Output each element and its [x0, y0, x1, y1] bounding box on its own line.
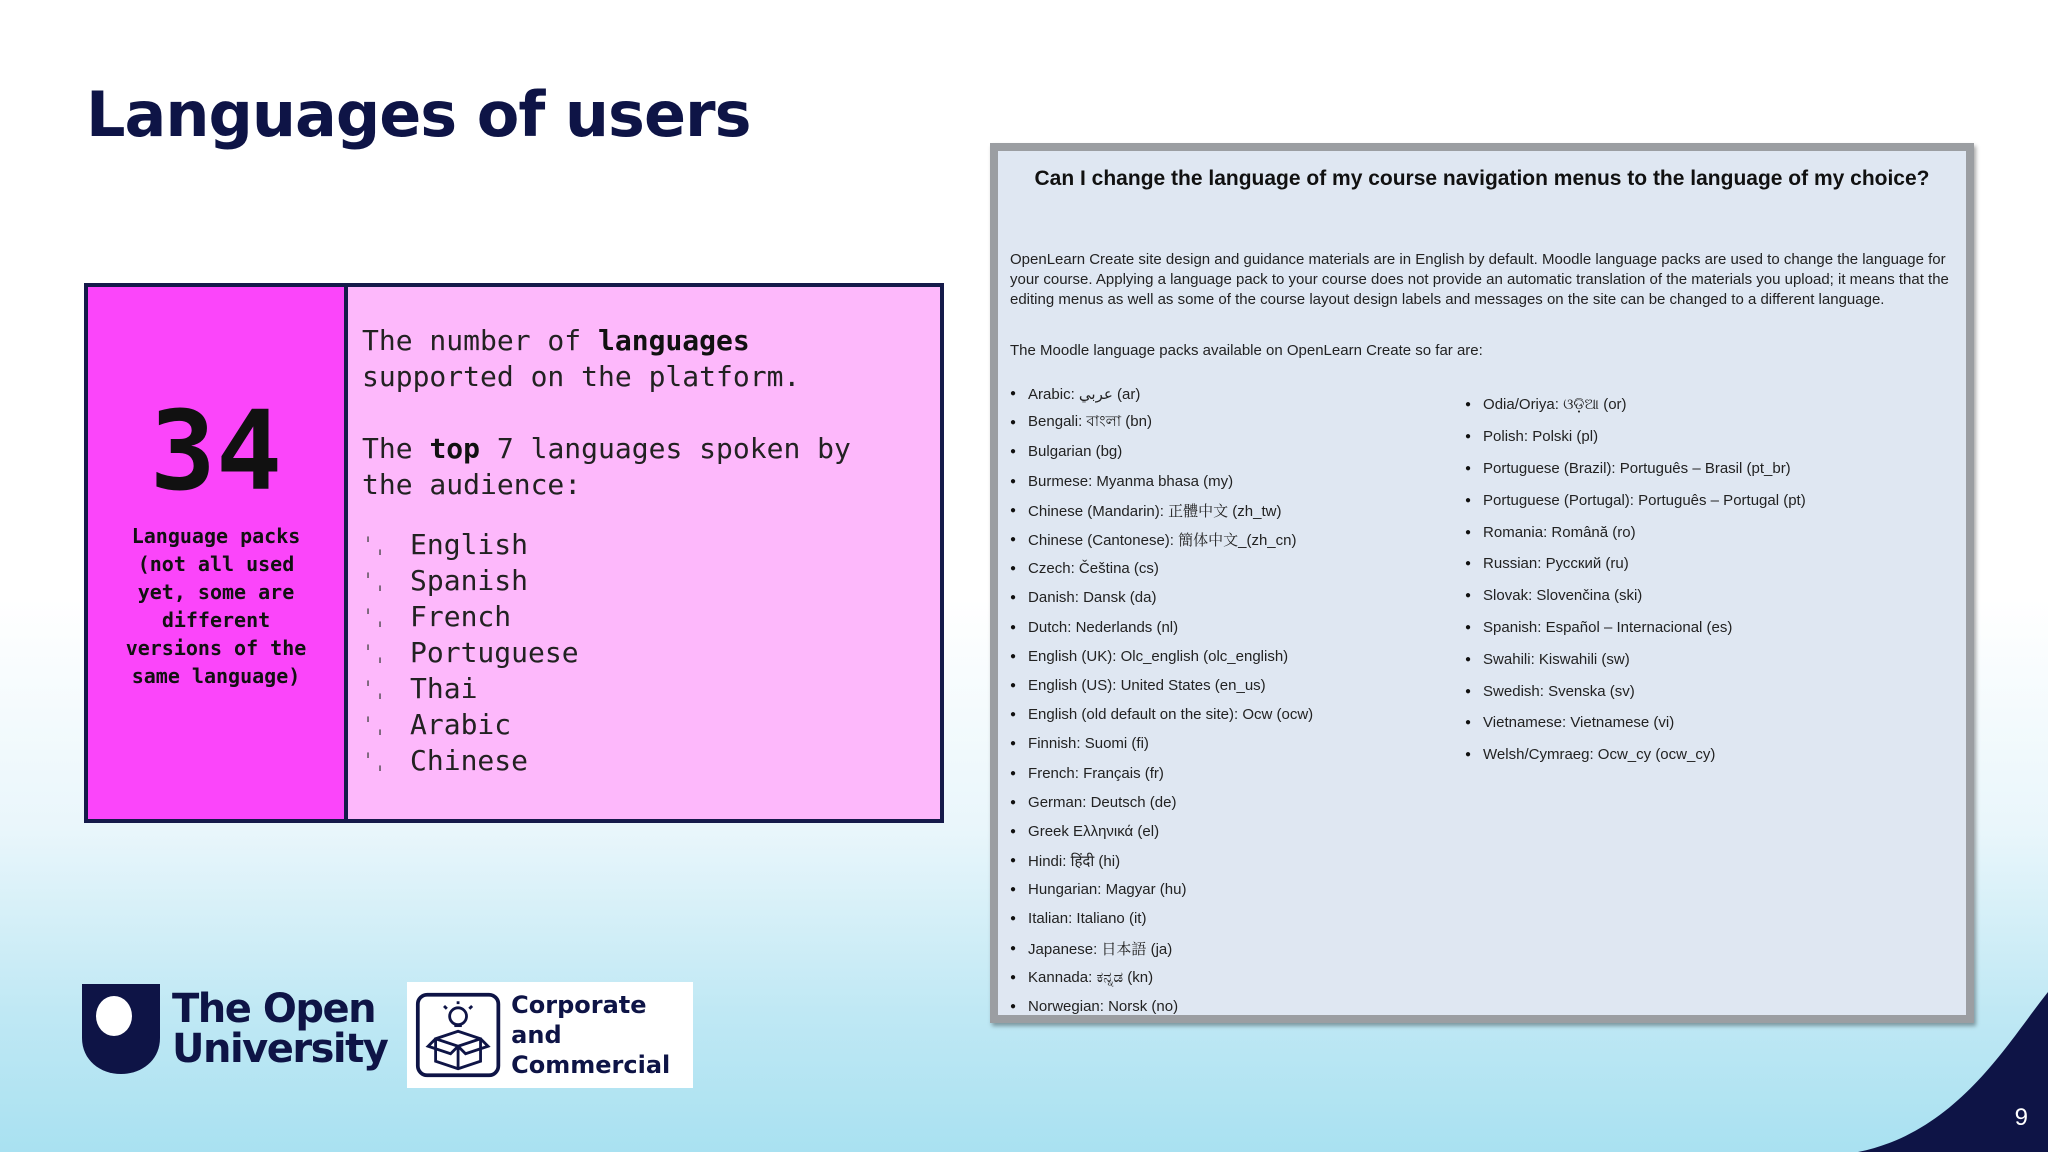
bold-text: languages — [598, 324, 750, 357]
list-item: ● Hindi: हिंदी (hi) — [1010, 846, 1313, 875]
list-item: ● Bengali: বাংলা (bn) — [1010, 408, 1313, 437]
list-item: ● Czech: Čeština (cs) — [1010, 554, 1313, 583]
list-item — [362, 527, 926, 563]
list-item — [362, 635, 926, 671]
language-name: Thai — [410, 672, 478, 705]
bullet-icon: ˈˌ — [362, 641, 387, 665]
cc-wordmark — [511, 990, 693, 1080]
list-item: ● English (US): United States (en_us) — [1010, 671, 1313, 700]
ou-shield-icon — [80, 982, 162, 1076]
list-item: ● Japanese: 日本語 (ja) — [1010, 934, 1313, 963]
list-item: ● Spanish: Español – Internacional (es) — [1465, 612, 1806, 644]
page-number: 9 — [2014, 1104, 2028, 1131]
faq-paragraph: OpenLearn Create site design and guidance materials are in English by default. Moodle language packs are used to change the language for your course. Applying a language pack to your course does not provide an automatic translation of the materials you upload; it means that the editing menus as well as some of the course layout design labels and messages on the site can be changed to a different language. — [1010, 251, 1949, 308]
list-item: ● Vietnamese: Vietnamese (vi) — [1465, 707, 1806, 739]
list-item: ● Finnish: Suomi (fi) — [1010, 729, 1313, 758]
bullet-icon: ˈˌ — [362, 713, 387, 737]
list-item: ● German: Deutsch (de) — [1010, 788, 1313, 817]
ou-wordmark — [172, 986, 388, 1072]
language-name: English — [410, 528, 529, 561]
list-item: ● Chinese (Mandarin): 正體中文 (zh_tw) — [1010, 496, 1313, 525]
stat-description — [348, 287, 940, 819]
text-run: 7 languages spoken by — [480, 432, 851, 465]
list-item — [362, 671, 926, 707]
list-item — [362, 707, 926, 743]
language-name: French — [410, 600, 512, 633]
list-item: ● Swedish: Svenska (sv) — [1465, 675, 1806, 707]
list-item: ● Norwegian: Norsk (no) — [1010, 992, 1313, 1021]
language-name: Portuguese — [410, 636, 579, 669]
list-item: ● Odia/Oriya: ଓଡ଼ିଆ (or) — [1465, 389, 1806, 421]
list-item: ● English (old default on the site): Ocw (ocw) — [1010, 700, 1313, 729]
cc-wordmark-line: Commercial — [511, 1051, 671, 1079]
list-item: ● Burmese: Myanma bhasa (my) — [1010, 467, 1313, 496]
list-item: ● Dutch: Nederlands (nl) — [1010, 613, 1313, 642]
open-university-logo — [80, 982, 387, 1076]
faq-intro: The Moodle language packs available on OpenLearn Create so far are: — [1010, 342, 1483, 359]
language-name: Spanish — [410, 564, 529, 597]
bullet-icon: ˈˌ — [362, 533, 387, 557]
caption-line: versions of the — [125, 636, 307, 660]
list-item: ● Danish: Dansk (da) — [1010, 583, 1313, 612]
caption-line: yet, some are — [137, 580, 295, 604]
list-item: ● Portuguese (Brazil): Português – Brasil (pt_br) — [1465, 453, 1806, 485]
bullet-icon: ˈˌ — [362, 569, 387, 593]
top-languages-text — [362, 431, 926, 503]
list-item: ● Romania: Română (ro) — [1465, 516, 1806, 548]
list-item: ● English (UK): Olc_english (olc_english) — [1010, 642, 1313, 671]
top-languages-list — [362, 527, 926, 779]
lightbulb-box-icon — [415, 989, 501, 1081]
language-stat-card — [84, 283, 944, 823]
caption-line: different — [161, 608, 271, 632]
languages-supported-text — [362, 323, 926, 395]
list-item: ● Bulgarian (bg) — [1010, 437, 1313, 466]
caption-line: (not all used — [137, 552, 295, 576]
bullet-icon: ˈˌ — [362, 677, 387, 701]
faq-question: Can I change the language of my course navigation menus to the language of my choice? — [1034, 167, 1930, 190]
list-item: ● Greek Ελληνικά (el) — [1010, 817, 1313, 846]
text-run: the audience: — [362, 468, 582, 501]
list-item: ● Swahili: Kiswahili (sw) — [1465, 643, 1806, 675]
list-item: ● Italian: Italiano (it) — [1010, 904, 1313, 933]
language-pack-list-left — [1010, 379, 1313, 1021]
list-item — [362, 743, 926, 779]
list-item: ● Chinese (Cantonese): 簡体中文_(zh_cn) — [1010, 525, 1313, 554]
language-name: Chinese — [410, 744, 529, 777]
language-pack-list-right — [1465, 389, 1806, 771]
caption-line: same language) — [131, 664, 301, 688]
text-run: supported on the platform. — [362, 360, 801, 393]
list-item: ● Hungarian: Magyar (hu) — [1010, 875, 1313, 904]
stat-caption — [126, 522, 307, 690]
faq-screenshot-panel — [990, 143, 1974, 1023]
bullet-icon: ˈˌ — [362, 605, 387, 629]
list-item: ● Slovak: Slovenčina (ski) — [1465, 580, 1806, 612]
ou-wordmark-line: The Open — [172, 986, 376, 1032]
corporate-commercial-logo — [407, 982, 693, 1088]
list-item: ● Portuguese (Portugal): Português – Portugal (pt) — [1465, 484, 1806, 516]
list-item — [362, 563, 926, 599]
text-run: The number of — [362, 324, 599, 357]
ou-wordmark-line: University — [172, 1026, 388, 1072]
list-item — [362, 599, 926, 635]
list-item: ● Russian: Русский (ru) — [1465, 548, 1806, 580]
language-pack-count: 34 — [149, 387, 283, 515]
list-item: ● Kannada: ಕನ್ನಡ (kn) — [1010, 963, 1313, 992]
stat-highlight-panel — [88, 287, 348, 819]
bullet-icon: ˈˌ — [362, 749, 387, 773]
caption-line: Language packs — [131, 524, 301, 548]
cc-wordmark-line: Corporate and — [511, 991, 647, 1049]
language-name: Arabic — [410, 708, 512, 741]
list-item: ● Arabic: عربي (ar) — [1010, 379, 1313, 408]
slide-title: Languages of users — [86, 78, 751, 151]
text-run: The — [362, 432, 430, 465]
list-item: ● French: Français (fr) — [1010, 758, 1313, 787]
list-item: ● Polish: Polski (pl) — [1465, 421, 1806, 453]
list-item: ● Welsh/Cymraeg: Ocw_cy (ocw_cy) — [1465, 739, 1806, 771]
bold-text: top — [429, 432, 481, 465]
